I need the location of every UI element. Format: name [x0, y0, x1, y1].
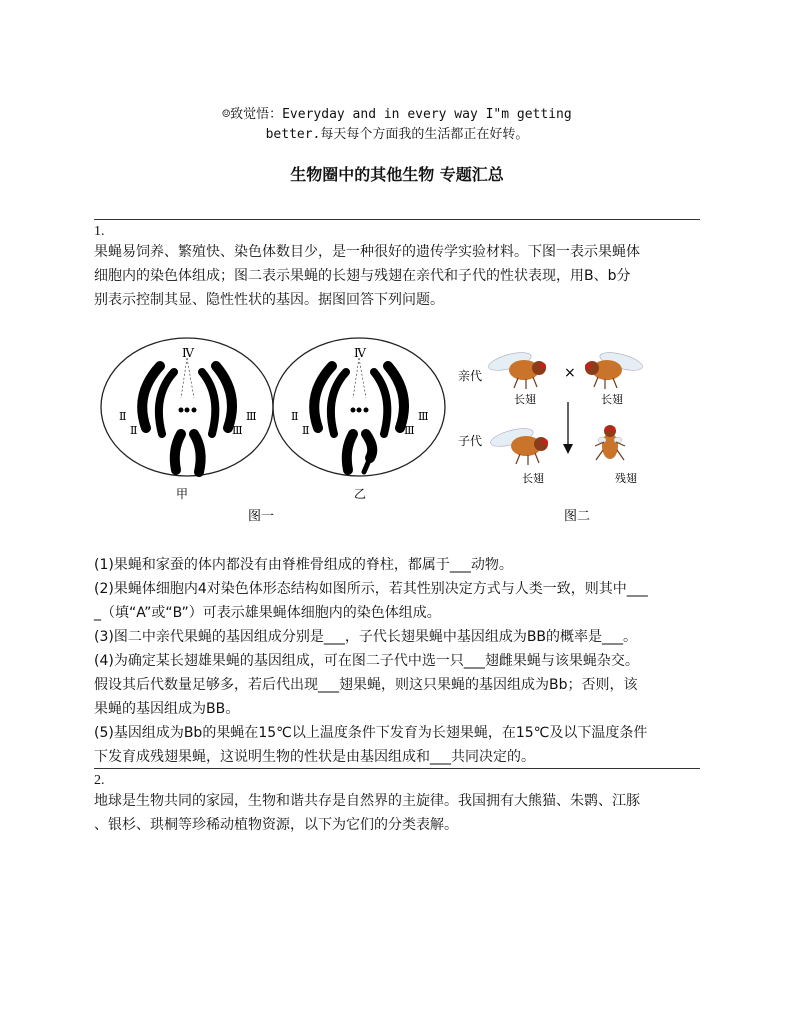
roman-label-ii-inner: Ⅱ — [130, 424, 138, 437]
divider-q2 — [94, 768, 700, 769]
roman-label-ii-outer: Ⅱ — [119, 410, 127, 423]
question-2-intro — [94, 789, 700, 837]
motto-line-1: ☺致觉悟：Everyday and in every way I"m getting — [222, 107, 572, 122]
subquestion-line: (5)基因组成为Bb的果蝇在15℃以上温度条件下发育为长翅果蝇，在15℃及以下温度条件 — [94, 725, 648, 741]
roman-label-iv: Ⅳ — [354, 346, 366, 360]
subquestion-line: (3)图二中亲代果蝇的基因组成分别是___，子代长翅果蝇中基因组成为BB的概率是___。 — [94, 629, 638, 645]
child-fly-1-label: 长翅 — [522, 472, 544, 485]
roman-label-iii-inner: Ⅲ — [404, 424, 415, 437]
chromosome-and-fly-figure — [94, 330, 700, 530]
roman-label-iii-outer: Ⅲ — [246, 410, 257, 423]
question-number-2: 2. — [94, 773, 105, 788]
subquestion-line: 下发育成残翅果蝇，这说明生物的性状是由基因组成和___共同决定的。 — [94, 749, 535, 765]
cell-label-jia: 甲 — [176, 487, 189, 501]
subquestion-line: 果蝇的基因组成为BB。 — [94, 701, 240, 717]
fly-long-wing-icon — [585, 349, 644, 389]
document-title: 生物圈中的其他生物 专题汇总 — [290, 165, 504, 184]
intro-line: 地球是生物共同的家园，生物和谐共存是自然界的主旋律。我国拥有大熊猫、朱鹮、江豚 — [94, 793, 640, 809]
question-1-subquestions — [94, 553, 700, 769]
roman-label-iv: Ⅳ — [182, 346, 194, 360]
fly-vestigial-wing-icon — [595, 425, 625, 460]
roman-label-ii-outer: Ⅱ — [291, 410, 299, 423]
intro-line: 果蝇易饲养、繁殖快、染色体数目少，是一种很好的遗传学实验材料。下图一表示果蝇体 — [94, 244, 640, 260]
question-1-intro — [94, 240, 700, 312]
parent-fly-2-label: 长翅 — [601, 393, 623, 406]
subquestion-line: (2)果蝇体细胞内4对染色体形态结构如图所示，若其性别决定方式与人类一致，则其中___ — [94, 581, 648, 597]
offspring-generation-label: 子代 — [458, 434, 483, 448]
child-fly-2-label: 残翅 — [615, 472, 637, 485]
fly-long-wing-icon — [489, 425, 548, 465]
cell-label-yi: 乙 — [354, 487, 367, 501]
motto-line-2: better.每天每个方面我的生活都正在好转。 — [265, 127, 529, 142]
figure-1-caption: 图一 — [248, 509, 275, 524]
fly-long-wing-icon — [487, 349, 546, 389]
divider-q1 — [94, 219, 700, 220]
parent-fly-1-label: 长翅 — [514, 393, 536, 406]
intro-line: 细胞内的染色体组成；图二表示果蝇的长翅与残翅在亲代和子代的性状表现，用B、b分 — [94, 268, 631, 284]
roman-label-ii-inner: Ⅱ — [302, 424, 310, 437]
parent-generation-label: 亲代 — [458, 369, 483, 383]
subquestion-line: 假设其后代数量足够多，若后代出现___翅果蝇，则这只果蝇的基因组成为Bb；否则，该 — [94, 677, 638, 693]
subquestion-line: (4)为确定某长翅雄果蝇的基因组成，可在图二子代中选一只___翅雌果蝇与该果蝇杂交。 — [94, 653, 639, 669]
roman-label-iii-outer: Ⅲ — [418, 410, 429, 423]
intro-line: 别表示控制其显、隐性性状的基因。据图回答下列问题。 — [94, 292, 444, 308]
subquestion-line: (1)果蝇和家蚕的体内都没有由脊椎骨组成的脊柱，都属于___动物。 — [94, 557, 513, 573]
intro-line: 、银杉、珙桐等珍稀动植物资源，以下为它们的分类表解。 — [94, 817, 458, 833]
subquestion-line: _（填“A”或“B”）可表示雄果蝇体细胞内的染色体组成。 — [94, 605, 441, 621]
figure-2-caption: 图二 — [564, 509, 591, 524]
question-1-figure — [94, 330, 700, 530]
down-arrow-icon — [563, 402, 573, 454]
cross-symbol: × — [564, 365, 576, 381]
roman-label-iii-inner: Ⅲ — [232, 424, 243, 437]
question-number-1: 1. — [94, 224, 105, 239]
